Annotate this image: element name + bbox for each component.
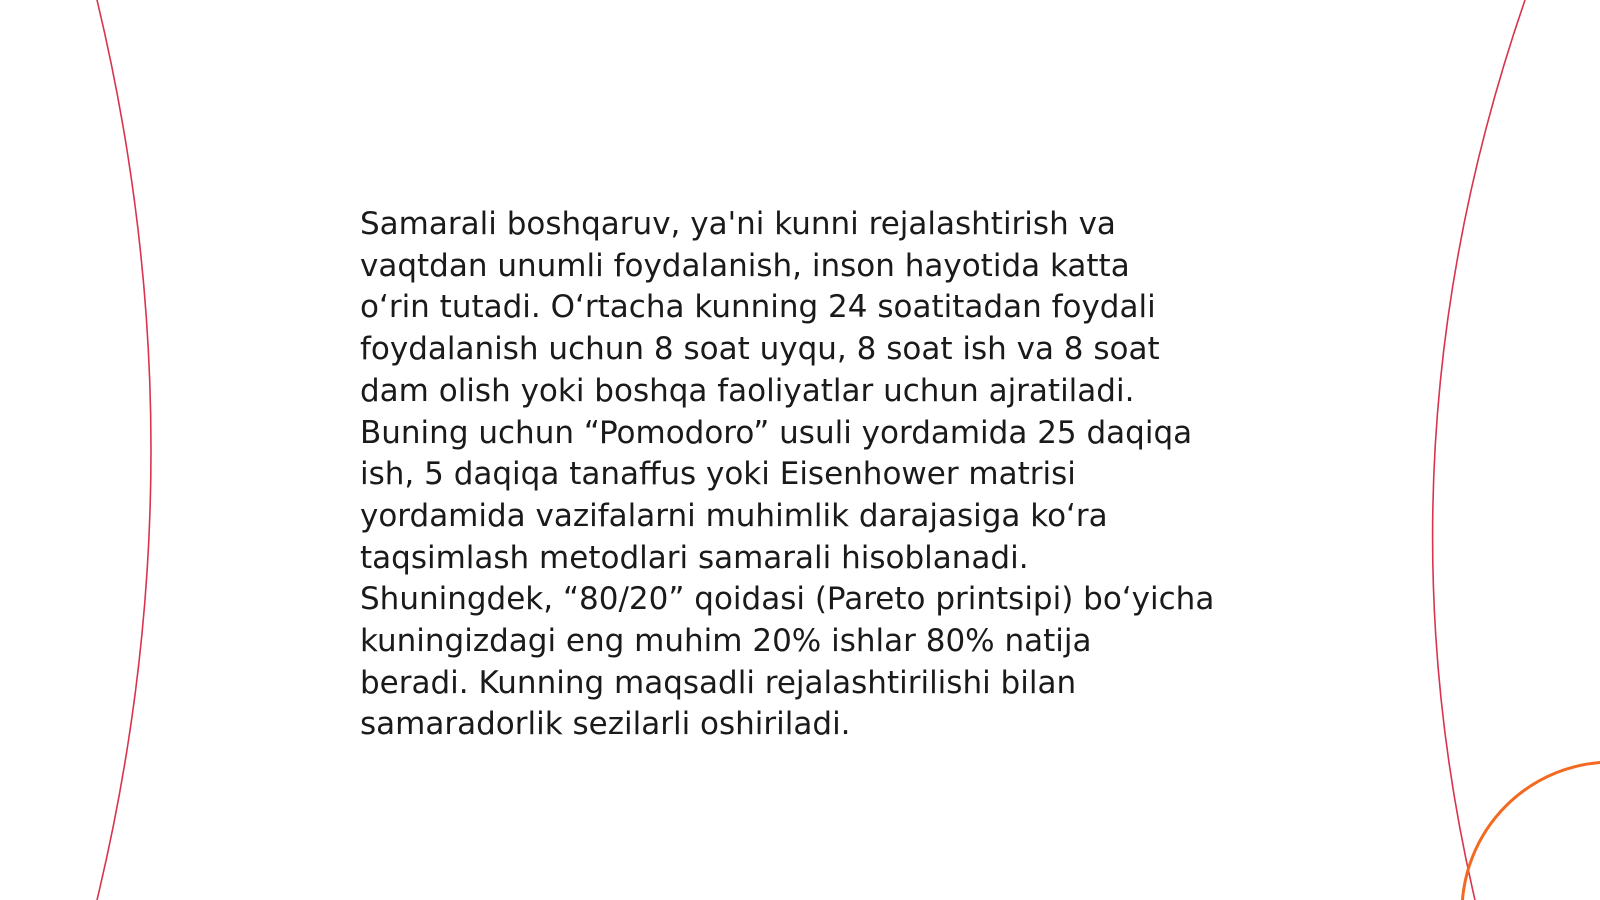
body-paragraph: Samarali boshqaruv, ya'ni kunni rejalashtirish va vaqtdan unumli foydalanish, inson hayotida katta o‘rin tutadi. O‘rtacha kunning 24 soatitadan foydali foydalanish uchun 8 soat uyqu, 8 soat ish va 8 soat dam olish yoki boshqa faoliyatlar uchun ajratiladi. Buning uchun “Pomodoro” usuli yordamida 25 daqiqa ish, 5 daqiqa tanaffus yoki Eisenhower matrisi yordamida vazifalarni muhimlik darajasiga ko‘ra taqsimlash metodlari samarali hisoblanadi. Shuningdek, “80/20” qoidasi (Pareto printsipi) bo‘yicha kuningizdagi eng muhim 20% ishlar 80% natija beradi. Kunning maqsadli rejalashtirilishi bilan samaradorlik sezilarli oshiriladi.: [360, 206, 1215, 743]
left-curve-decoration: [97, 0, 151, 900]
orange-arc-decoration: [1462, 762, 1600, 900]
right-curve-decoration: [1433, 0, 1525, 900]
